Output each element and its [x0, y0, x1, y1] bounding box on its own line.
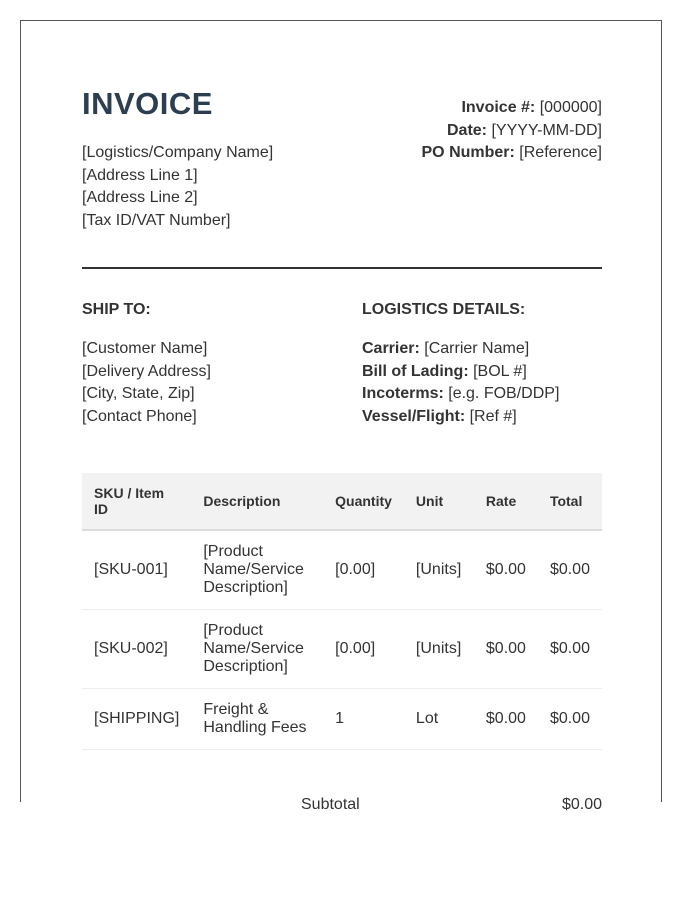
cell-sku: [SHIPPING]: [82, 689, 191, 750]
header-unit: Unit: [404, 473, 474, 530]
invoice-title: INVOICE: [82, 86, 213, 121]
table-row: [82, 530, 602, 610]
line-items-table: [82, 473, 602, 750]
po-number-label: PO Number:: [421, 144, 515, 161]
cell-quantity: [0.00]: [323, 530, 404, 610]
cell-rate: $0.00: [474, 610, 538, 689]
cell-total: $0.00: [538, 610, 602, 689]
incoterms-value: [e.g. FOB/DDP]: [443, 385, 560, 402]
invoice-date-value: [YYYY-MM-DD]: [487, 121, 602, 139]
ship-to-title: SHIP TO:: [82, 301, 151, 318]
header-total: Total: [538, 473, 602, 530]
table-header-row: [82, 473, 602, 530]
cell-total: $0.00: [538, 689, 602, 750]
carrier-label: Carrier:: [362, 340, 420, 357]
company-block: [82, 142, 273, 232]
header-sku: SKU / Item ID: [82, 473, 191, 530]
table-row: [82, 610, 602, 689]
cell-description: Freight & Handling Fees: [191, 689, 323, 750]
cell-unit: [Units]: [404, 530, 474, 610]
bill-of-lading-value: [BOL #]: [468, 362, 527, 380]
vessel-flight: [362, 406, 559, 429]
logistics-block: [362, 338, 559, 428]
company-address-2: [Address Line 2]: [82, 189, 198, 206]
cell-description: [Product Name/Service Description]: [191, 530, 323, 610]
invoice-page: [20, 20, 662, 813]
header-description: Description: [191, 473, 323, 530]
vessel-flight-label: Vessel/Flight:: [362, 407, 466, 425]
cell-unit: [Units]: [404, 610, 474, 689]
ship-to-block: [82, 338, 211, 428]
invoice-meta: [422, 97, 603, 165]
po-number-value: [Reference]: [514, 144, 602, 161]
subtotal-value: $0.00: [561, 796, 602, 813]
cell-description: [Product Name/Service Description]: [191, 610, 323, 689]
header-rate: Rate: [474, 473, 538, 530]
invoice-number-label: Invoice #:: [461, 99, 536, 116]
cell-total: $0.00: [538, 530, 602, 610]
po-number: [422, 142, 603, 165]
vessel-flight-value: [Ref #]: [465, 407, 517, 425]
header-divider: [82, 267, 602, 269]
header-quantity: Quantity: [323, 473, 404, 530]
contact-phone: [Contact Phone]: [82, 407, 197, 425]
cell-quantity: 1: [323, 689, 404, 750]
cell-sku: [SKU-001]: [82, 530, 191, 610]
cell-rate: $0.00: [474, 530, 538, 610]
company-tax-id: [Tax ID/VAT Number]: [82, 211, 231, 229]
incoterms-label: Incoterms:: [362, 385, 444, 402]
invoice-number: [422, 97, 603, 120]
city-state-zip: [City, State, Zip]: [82, 385, 195, 402]
incoterms: [362, 383, 559, 406]
cell-quantity: [0.00]: [323, 610, 404, 689]
delivery-address: [Delivery Address]: [82, 362, 211, 380]
invoice-number-value: [000000]: [535, 99, 602, 116]
company-address-1: [Address Line 1]: [82, 166, 198, 184]
carrier-value: [Carrier Name]: [419, 340, 530, 357]
customer-name: [Customer Name]: [82, 340, 208, 357]
invoice-date-label: Date:: [447, 121, 488, 139]
logistics-title: LOGISTICS DETAILS:: [362, 301, 526, 318]
cell-unit: Lot: [404, 689, 474, 750]
carrier: [362, 338, 559, 361]
cell-sku: [SKU-002]: [82, 610, 191, 689]
bill-of-lading-label: Bill of Lading:: [362, 362, 469, 380]
table-row: [82, 689, 602, 750]
invoice-date: [422, 120, 603, 143]
cell-rate: $0.00: [474, 689, 538, 750]
subtotal-label: Subtotal: [301, 796, 360, 813]
bill-of-lading: [362, 361, 559, 384]
company-name: [Logistics/Company Name]: [82, 144, 274, 161]
